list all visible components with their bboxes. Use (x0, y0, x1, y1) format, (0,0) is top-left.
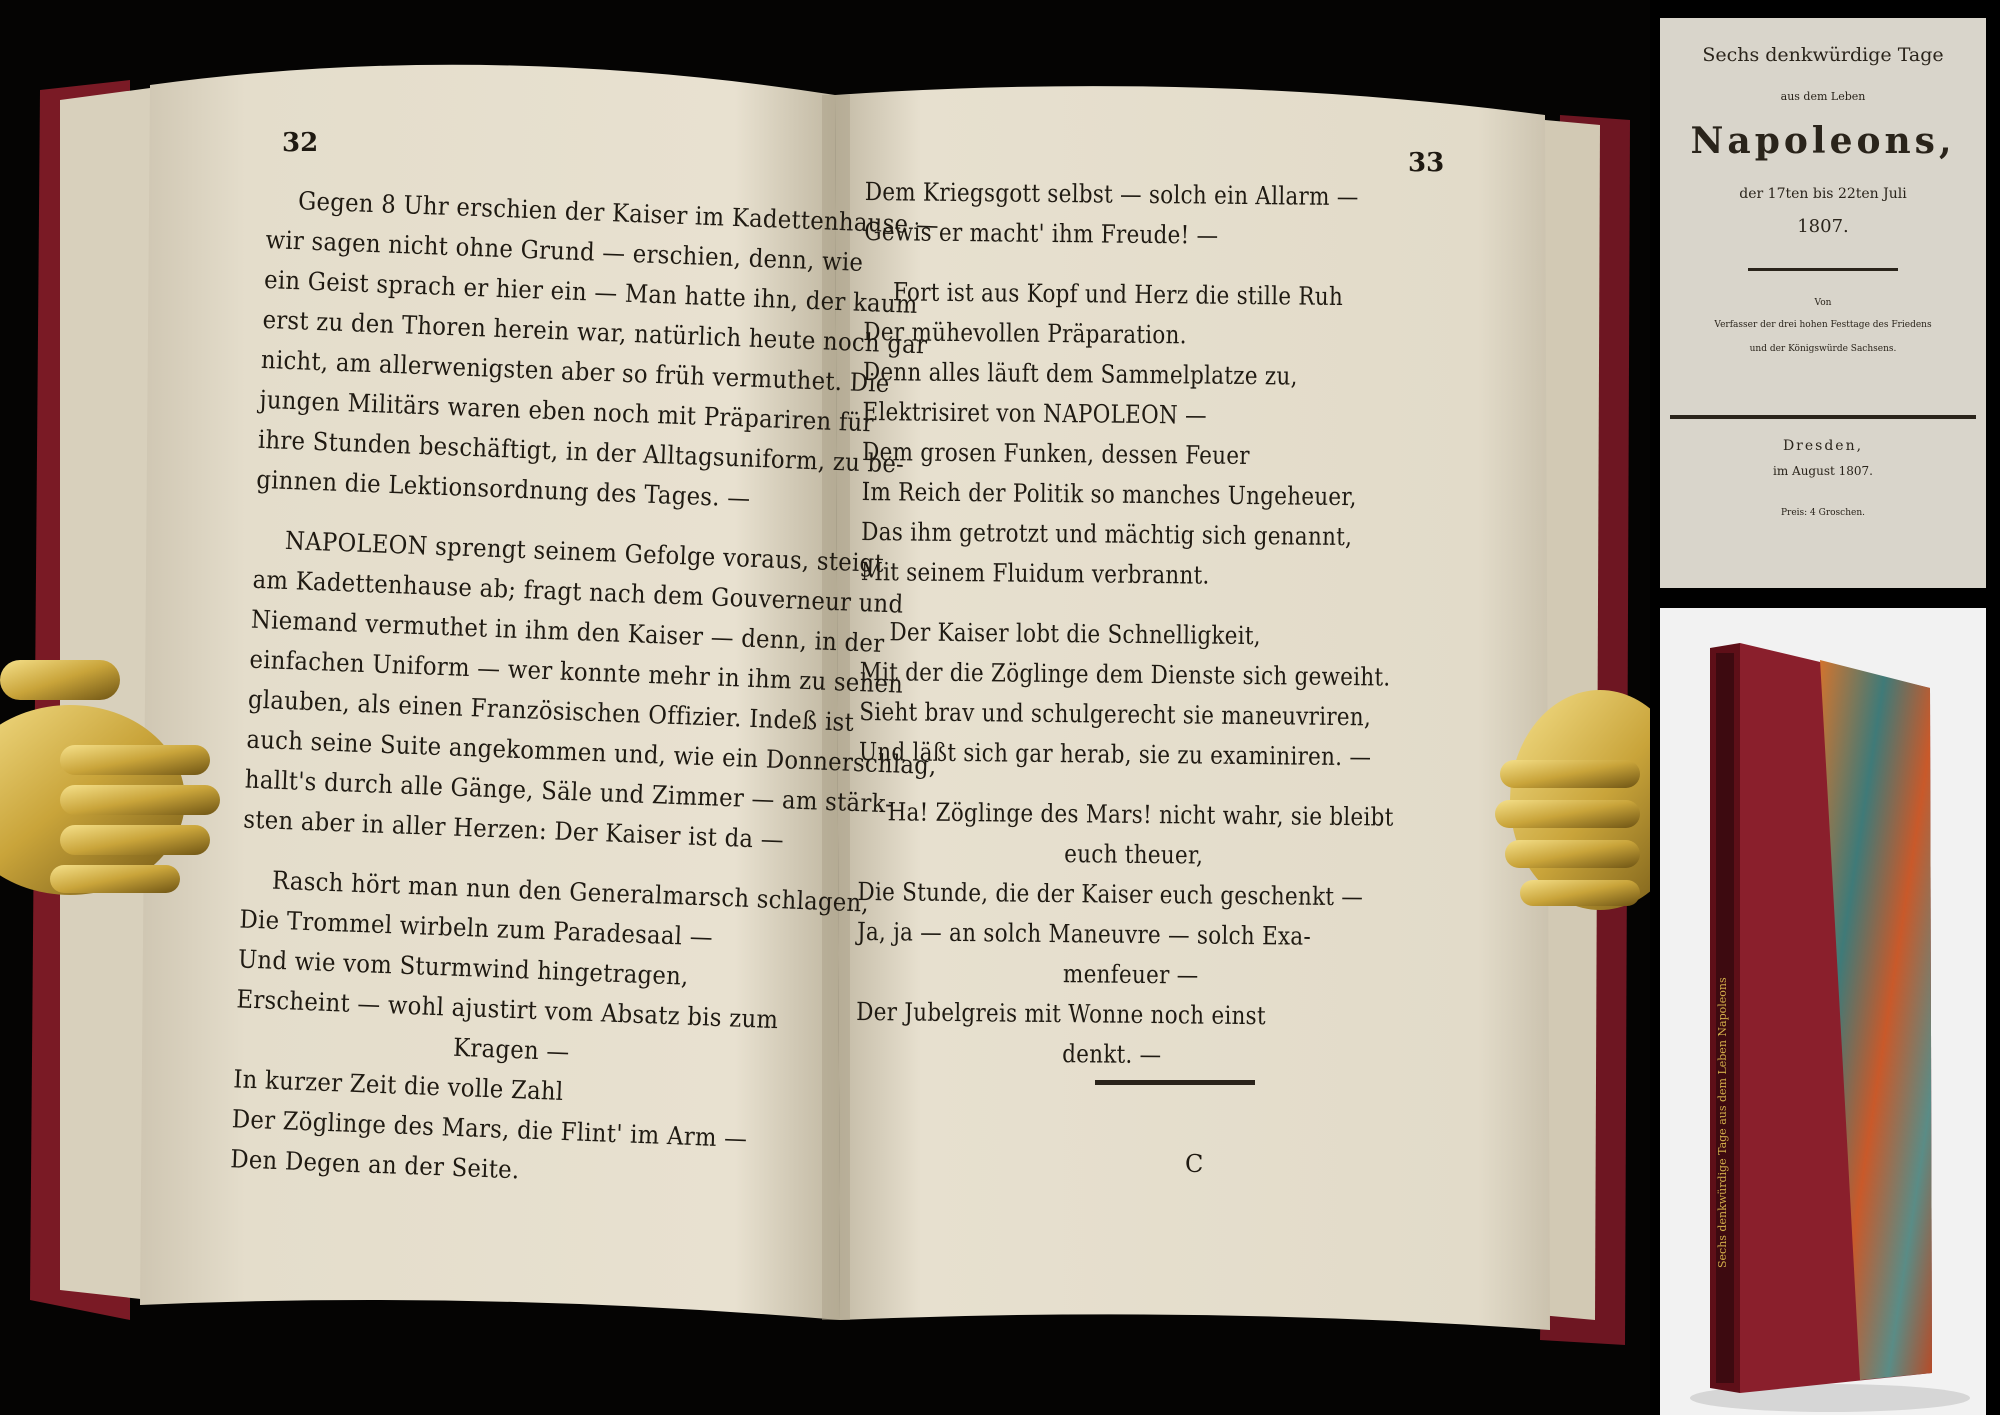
text-line: menfeuer — (1062, 959, 1199, 990)
title-rule-long (1670, 415, 1976, 419)
left-page-text (230, 180, 958, 1206)
text-line: Denn alles läuft dem Sammelplatze zu, (862, 356, 1298, 391)
title-line1: Sechs denkwürdige Tage (1702, 44, 1944, 66)
text-line: In kurzer Zeit die volle Zahl (232, 1064, 564, 1107)
title-dates: der 17ten bis 22ten Juli (1739, 186, 1907, 202)
text-line: ein Geist sprach er hier ein — Man hatte ihn, der kaum (263, 264, 919, 320)
text-line: Gewis er macht' ihm Freude! — (864, 216, 1219, 250)
right-page-number: 33 (1408, 148, 1445, 178)
text-line: Und läßt sich gar herab, sie zu examiniren. — (858, 736, 1372, 772)
right-page-text (856, 172, 1401, 1078)
title-main: Napoleons, (1690, 120, 1956, 162)
text-line: Den Degen an der Seite. (229, 1144, 520, 1185)
text-line: Erscheint — wohl ajustirt vom Absatz bis zum (235, 984, 779, 1035)
ornament-rule (1095, 1080, 1255, 1085)
text-line: Kragen — (452, 1032, 570, 1067)
title-page-inset (1660, 18, 1986, 588)
text-line: denkt. — (1062, 1039, 1162, 1070)
text-line: Das ihm getrotzt und mächtig sich genannt, (861, 516, 1353, 552)
text-line: glauben, als einen Französischen Offizier. Indeß ist (247, 684, 855, 737)
title-date: im August 1807. (1773, 464, 1873, 478)
closed-book-inset (1660, 608, 1986, 1415)
title-year: 1807. (1797, 216, 1849, 237)
text-line: Ha! Zöglinge des Mars! nicht wahr, sie bleibt (887, 797, 1394, 832)
text-line: Dem grosen Funken, dessen Feuer (861, 436, 1250, 471)
text-line: Niemand vermuthet in ihm den Kaiser — denn, in der (250, 604, 885, 658)
text-line: NAPOLEON sprengt seinem Gefolge voraus, steigt (284, 525, 885, 578)
text-line: Der mühevollen Präparation. (863, 316, 1187, 350)
title-place: Dresden, (1782, 438, 1864, 454)
text-line: wir sagen nicht ohne Grund — erschien, denn, wie (265, 224, 864, 277)
text-line: einfachen Uniform — wer konnte mehr in ihm zu sehen (249, 644, 904, 699)
spine-title: Sechs denkwürdige Tage aus dem Leben Napoleons (1716, 977, 1729, 1268)
text-line: Die Trommel wirbeln zum Paradesaal — (239, 904, 714, 952)
title-publisher: Preis: 4 Groschen. (1780, 508, 1865, 518)
text-line: ihre Stunden beschäftigt, in der Alltagsuniform, zu be- (257, 424, 905, 479)
text-line: jungen Militärs waren eben noch mit Präpariren für (259, 384, 875, 438)
text-line: nicht, am allerwenigsten aber so früh vermuthet. Die (260, 344, 891, 398)
title-by2: Verfasser der drei hohen Festtage des Friedens (1714, 320, 1932, 330)
text-line: Ja, ja — an solch Maneuvre — solch Exa- (856, 916, 1312, 951)
text-line: Elektrisiret von NAPOLEON — (862, 396, 1208, 430)
title-line2: aus dem Leben (1780, 90, 1866, 103)
left-page-number: 32 (282, 128, 319, 158)
text-line: Rasch hört man nun den Generalmarsch schlagen, (271, 865, 870, 918)
text-line: Der Jubelgreis mit Wonne noch einst (856, 996, 1266, 1031)
text-line: Der Kaiser lobt die Schnelligkeit, (889, 617, 1261, 651)
text-line: Im Reich der Politik so manches Ungeheuer, (861, 476, 1357, 512)
text-line: Und wie vom Sturmwind hingetragen, (237, 944, 690, 991)
text-line: erst zu den Thoren herein war, natürlich heute noch gar (262, 304, 928, 360)
text-line: Mit der die Zöglinge dem Dienste sich geweiht. (859, 656, 1391, 692)
text-line: Dem Kriegsgott selbst — solch ein Allarm — (864, 176, 1359, 212)
text-line: auch seine Suite angekommen und, wie ein Donnerschlag, (245, 724, 938, 781)
text-line: Fort ist aus Kopf und Herz die stille Ruh (892, 277, 1344, 312)
text-line: euch theuer, (1064, 839, 1204, 870)
text-line: Der Zöglinge des Mars, die Flint' im Arm — (231, 1104, 748, 1154)
title-by3: und der Königswürde Sachsens. (1749, 344, 1897, 354)
closed-book-illustration (1660, 608, 1986, 1415)
text-line: Sieht brav und schulgerecht sie maneuvriren, (859, 696, 1372, 732)
text-line: Mit seinem Fluidum verbrannt. (860, 556, 1210, 590)
text-line: ginnen die Lektionsordnung des Tages. — (255, 464, 751, 513)
title-rule-short (1748, 268, 1898, 271)
text-line: Die Stunde, die der Kaiser euch geschenkt — (857, 876, 1364, 912)
text-line: sten aber in aller Herzen: Der Kaiser ist da — (242, 804, 785, 855)
signature-mark: C (1185, 1150, 1204, 1178)
text-line: hallt's durch alle Gänge, Säle und Zimmer — am stärk- (244, 764, 894, 819)
title-by1: Von (1814, 298, 1832, 308)
text-line: Gegen 8 Uhr erschien der Kaiser im Kadettenhause — (297, 186, 940, 240)
text-line: am Kadettenhause ab; fragt nach dem Gouverneur und (252, 564, 904, 619)
